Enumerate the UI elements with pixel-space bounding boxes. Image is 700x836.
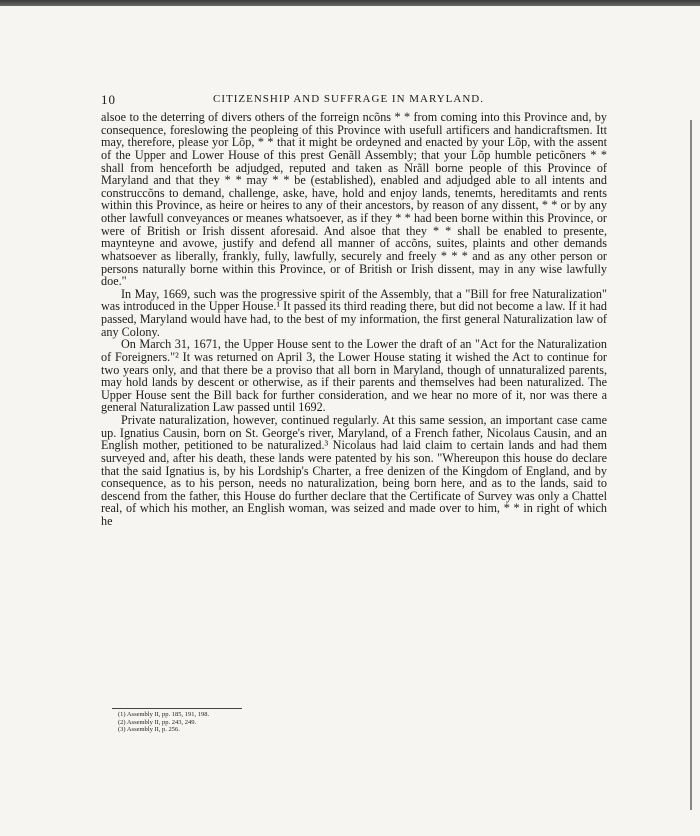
paragraph-causin-case: Private naturalization, however, continued regularly. At this same session, an important case came up. Ignatius Causin, born on St. George's river, Maryland, of a French father, Nicolaus Causin, and an English mother, petitioned to be naturalized.³ Nicolaus had laid claim to certain lands and had them surveyed and, after his death, these lands were patented by his son. "Whereupon this house do declare that the said Ignatius is, by his Lordship's Charter, a free denizen of the Kingdom of England, and by consequence, as to his person, needs no naturalization, being born here, and as to the lands, said to descend from the father, this House do further declare that the Certificate of Survey was only a Chattel real, of which his mother, an English woman, was seized and made over to him, * * in right of which he xyxy=(101,413,607,528)
running-title: CITIZENSHIP AND SUFFRAGE IN MARYLAND. xyxy=(213,93,484,105)
page-number: 10 xyxy=(101,92,116,107)
footnote-rule xyxy=(112,708,242,709)
paragraph-1669-bill: In May, 1669, such was the progressive spirit of the Assembly, that a "Bill for free Naturalization" was introduced in the Upper House.¹ It passed its third reading there, but did not become a law. If it had passed, Maryland would have had, to the best of my information, the first general Naturalization law of any Colony. xyxy=(101,286,607,339)
footnote-3: (3) Assembly II, p. 256. xyxy=(118,726,180,733)
body-text xyxy=(101,111,607,528)
footnotes xyxy=(118,711,209,734)
paragraph-1671-act: On March 31, 1671, the Upper House sent to the Lower the draft of an "Act for the Naturalization of Foreigners."² It was returned on April 3, the Lower House stating it wished the Act to continue for two years only, and that there be a proviso that all born in Maryland, though of unnaturalized parents, may hold lands by descent or otherwise, as if their parents and themselves had been naturalized. The Upper House sent the Bill back for further consideration, and we hear no more of it, nor was there a general Naturalization Law passed until 1692. xyxy=(101,337,607,415)
footnote-2: (2) Assembly II, pp. 243, 249. xyxy=(118,718,197,726)
page-top-edge xyxy=(0,0,700,6)
page-binding-edge xyxy=(690,120,692,810)
footnote-1: (1) Assembly II, pp. 185, 191, 198. xyxy=(118,711,210,718)
paragraph-petition-continued: alsoe to the deterring of divers others of the forreign ncõns * * from coming into this Province and, by consequence, foreslowing the peopleing of this Province with usefull artificers and handicraftsmen. Itt may, therefore, please yor Lõp, * * that it might be ordeyned and enacted by your Lõp, with the assent of the Upper and Lower House of this prest Genãll Assembly; that your Lõp humble peticõners * * shall from henceforth be adjudged, reputed and taken as Nrãll borne people of this Province of Maryland and that they * * may * * be (established), enabled and adjudged able to all intents and construccõns to demand, challenge, aske, have, hold and enjoy lands, tenemts, hereditamts and rents within this Province, as heire or heires to any of their ancestors, by reason of any dissent, * * or by any other lawfull conveyances or meanes whatsoever, as if they * * had been borne within this Province, or were of British or Irish dissent aforesaid. And alsoe that they * * shall be enabled to presente, maynteyne and avowe, justify and defend all manner of accõns, suites, plaints and other demands whatsoever as liberally, frankly, fully, lawfully, securely and freely * * * and as any other person or persons naturally borne within this Province, or of British or Irish dissent, may in any wise lawfully doe." xyxy=(101,110,607,289)
